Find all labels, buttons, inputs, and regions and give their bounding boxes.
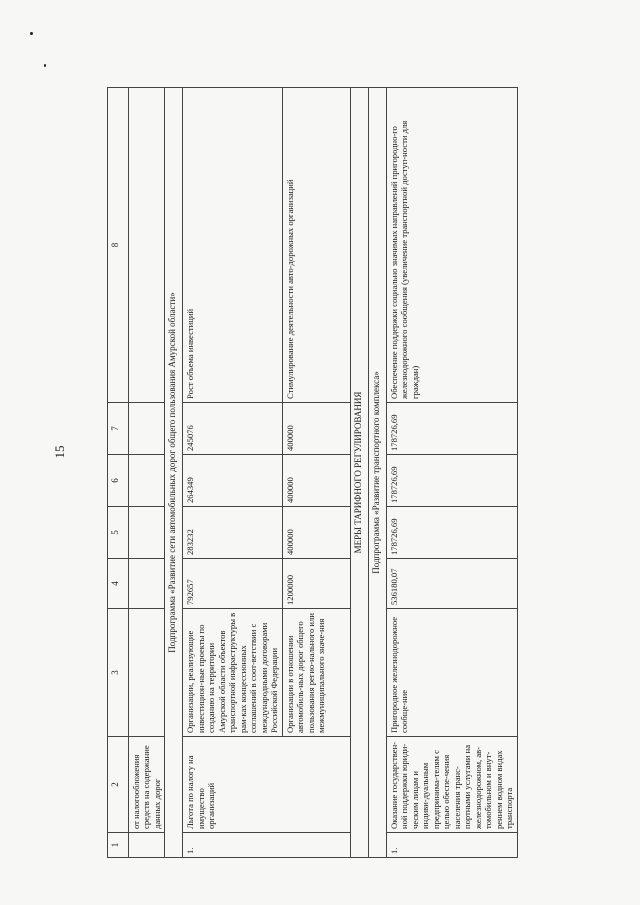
subprogram-row [165,88,183,858]
budget-table [107,87,518,858]
table-cell [129,455,165,507]
continuation-text: от налогообложения средств на содержание данных дорог [129,737,165,833]
value-cell: 264349 [183,455,282,507]
column-header: 5 [108,507,129,559]
row-number: 1. [386,833,517,858]
subprogram-title-transport: Подпрограмма «Развитие транспортного комплекса» [368,88,386,858]
value-cell: 178726,69 [386,403,517,455]
value-cell: 178726,69 [386,455,517,507]
column-header: 4 [108,559,129,609]
column-header: 6 [108,455,129,507]
section-row [350,88,368,858]
value-cell: 178726,69 [386,507,517,559]
measure-name: Оказание государствен-ной поддержки юриди-ческим лицам и индиви-дуальным предпринима-телям с целью обеспе-чения населения транс-портными услугами на железнодорожном, ав-томобильном и внут-реннем водном видах транспорта [386,737,517,833]
scan-speck [30,32,33,35]
benefit-name: Льгота по налогу на имущество организаций [183,737,350,833]
rotated-table-container [107,88,517,858]
scan-speck [44,64,46,67]
value-cell: 283232 [183,507,282,559]
value-cell: 1200000 [282,559,350,609]
recipient-category: Организации в отношении автомобиль-ных дорог общего пользования регио-нального или межмуниципального значе-ния [282,609,350,737]
column-header: 1 [108,833,129,858]
table-cell [129,403,165,455]
column-header: 2 [108,737,129,833]
table-cell [129,507,165,559]
section-title-tariff: МЕРЫ ТАРИФНОГО РЕГУЛИРОВАНИЯ [350,88,368,858]
table-row [129,88,165,858]
value-cell: 400000 [282,507,350,559]
value-cell: 245076 [183,403,282,455]
subprogram-row [368,88,386,858]
table-cell [129,559,165,609]
goal-cell: Обеспечение поддержки социально значимых направлений пригородно-го железнодорожного сообщения (увеличение транспортной доступ-ности для граждан) [386,88,517,403]
table-row [183,88,282,858]
table-cell [129,609,165,737]
subprogram-title-roads: Подпрограмма «Развитие сети автомобильных дорог общего пользования Амурской области» [165,88,183,858]
column-header: 3 [108,609,129,737]
page-number: 15 [52,445,67,459]
value-cell: 400000 [282,455,350,507]
table-row [386,88,517,858]
row-number: 1. [183,833,350,858]
table-cell [129,88,165,403]
table-cell [129,833,165,858]
column-header: 7 [108,403,129,455]
value-cell: 400000 [282,403,350,455]
column-number-row [108,88,129,858]
goal-cell: Рост объема инвестиций [183,88,282,403]
goal-cell: Стимулирование деятельности авто-дорожных организаций [282,88,350,403]
recipient-category: Организации, реализующие инвестицион-ные проекты по созданию на территории Амурской области объектов транспортной инфраструктуры в рам-ках концессионных соглашений в соот-ветствии с международными договорами Российской Федерации [183,609,282,737]
value-cell: 536180,07 [386,559,517,609]
recipient-category: Пригородное железнодорожное сообще-ние [386,609,517,737]
column-header: 8 [108,88,129,403]
value-cell: 792657 [183,559,282,609]
